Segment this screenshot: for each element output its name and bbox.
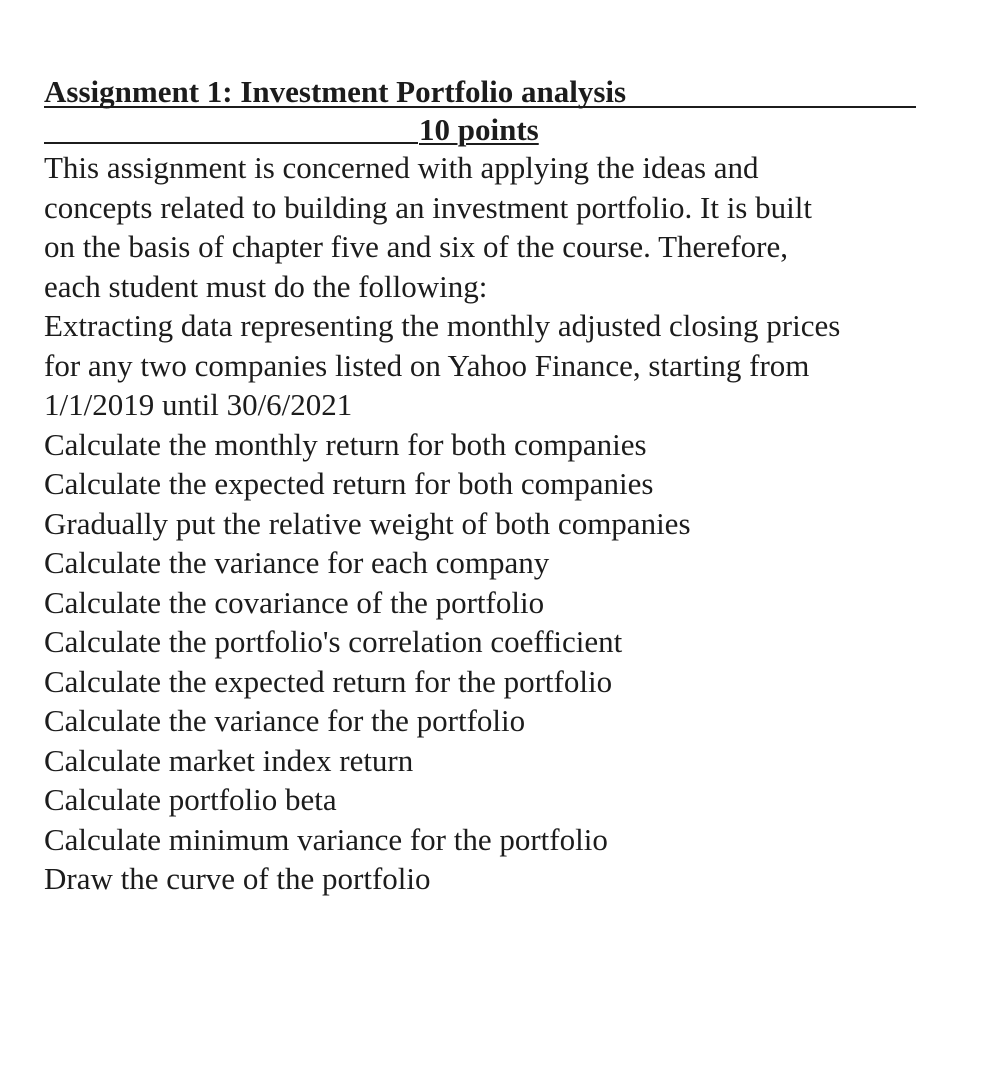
task-item: Calculate portfolio beta [44, 782, 337, 817]
intro-line: This assignment is concerned with applying the ideas and [44, 150, 759, 185]
task-item: Calculate the monthly return for both companies [44, 426, 647, 462]
task-item: Draw the curve of the portfolio [44, 861, 431, 896]
task-item: Calculate the variance for the portfolio [44, 703, 526, 738]
task-item: Calculate minimum variance for the portfolio [44, 821, 608, 857]
intro-line: concepts related to building an investment portfolio. It is built [44, 189, 812, 225]
task-item: Calculate the expected return for the portfolio [44, 663, 613, 699]
title-underline [44, 106, 916, 108]
points-rule [44, 142, 418, 144]
assignment-document [44, 72, 924, 899]
task-item: Gradually put the relative weight of both companies [44, 505, 691, 541]
points-label: 10 points [419, 112, 539, 147]
data-line: Extracting data representing the monthly adjusted closing prices [44, 308, 841, 343]
title-row [44, 72, 924, 112]
intro-line: each student must do the following: [44, 268, 488, 304]
assignment-title: Assignment 1: Investment Portfolio analysis [44, 74, 627, 109]
task-item: Calculate the portfolio's correlation coefficient [44, 624, 623, 659]
task-item: Calculate the expected return for both companies [44, 466, 654, 501]
task-list [44, 425, 924, 899]
intro-paragraph [44, 148, 924, 306]
data-line: 1/1/2019 until 30/6/2021 [44, 387, 353, 422]
data-extraction-paragraph [44, 306, 924, 425]
task-item: Calculate market index return [44, 742, 414, 778]
data-line: for any two companies listed on Yahoo Finance, starting from [44, 347, 810, 383]
points-row [44, 112, 924, 148]
task-item: Calculate the variance for each company [44, 545, 550, 580]
task-item: Calculate the covariance of the portfolio [44, 584, 545, 620]
intro-line: on the basis of chapter five and six of the course. Therefore, [44, 229, 789, 264]
